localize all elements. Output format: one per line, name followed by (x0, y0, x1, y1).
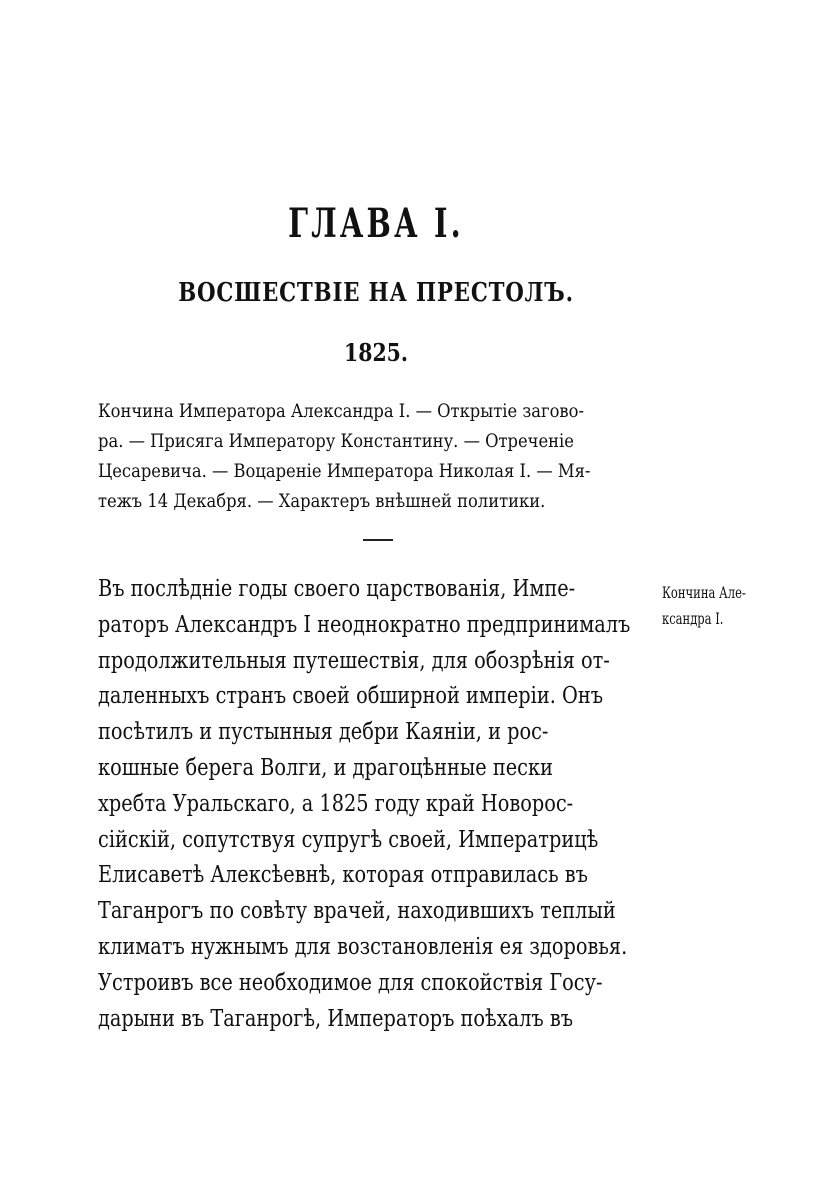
body-line: продолжительныя путешествія, для обозрѣнія от- (98, 647, 610, 674)
body-line: Таганрогъ по совѣту врачей, находившихъ теплый (98, 898, 616, 925)
body-text (98, 572, 658, 1037)
marginal-note (662, 580, 772, 632)
body-line: хребта Уральскаго, а 1825 году край Новорос- (98, 790, 574, 817)
body-line: климатъ нужнымъ для возстановленія ея здоровья. (98, 933, 628, 960)
body-line: дарыни въ Таганрогѣ, Императоръ поѣхалъ въ (98, 1005, 573, 1032)
body-line: Въ послѣдніе годы своего царствованія, Импе- (98, 576, 576, 602)
summary-line: ра. — Присяга Императору Константину. — Отреченіе (98, 430, 574, 452)
marginal-note-line: Кончина Але- (662, 583, 746, 602)
summary-line: тежъ 14 Декабря. — Характеръ внѣшней политики. (98, 490, 546, 512)
body-line: кошные берега Волги, и драгоцѣнные пески (98, 754, 553, 781)
body-line: раторъ Александръ I неоднократно предпринималъ (98, 611, 631, 638)
summary-line: Кончина Императора Александра I. — Открытіе загово- (98, 400, 585, 422)
body-line: даленныхъ странъ своей обширной имперіи. Онъ (98, 683, 603, 710)
chapter-subtitle: ВОСШЕСТВІЕ НА ПРЕСТОЛЪ. (178, 278, 574, 308)
chapter-title: ГЛАВА I. (288, 200, 464, 247)
body-line: сійскій, сопутствуя супругѣ своей, Императрицѣ (98, 826, 599, 853)
marginal-note-line: ксандра I. (662, 609, 724, 628)
summary-line: Цесаревича. — Воцареніе Императора Николая I. — Мя- (98, 460, 591, 482)
chapter-year: 1825. (344, 338, 408, 367)
chapter-summary (98, 396, 658, 516)
body-line: Устроивъ все необходимое для спокойствія Госу- (98, 969, 603, 996)
body-line: Елисаветѣ Алексѣевнѣ, которая отправилась въ (98, 862, 588, 889)
section-divider (363, 539, 393, 541)
body-line: посѣтилъ и пустынныя дебри Каяніи, и рос- (98, 719, 549, 746)
